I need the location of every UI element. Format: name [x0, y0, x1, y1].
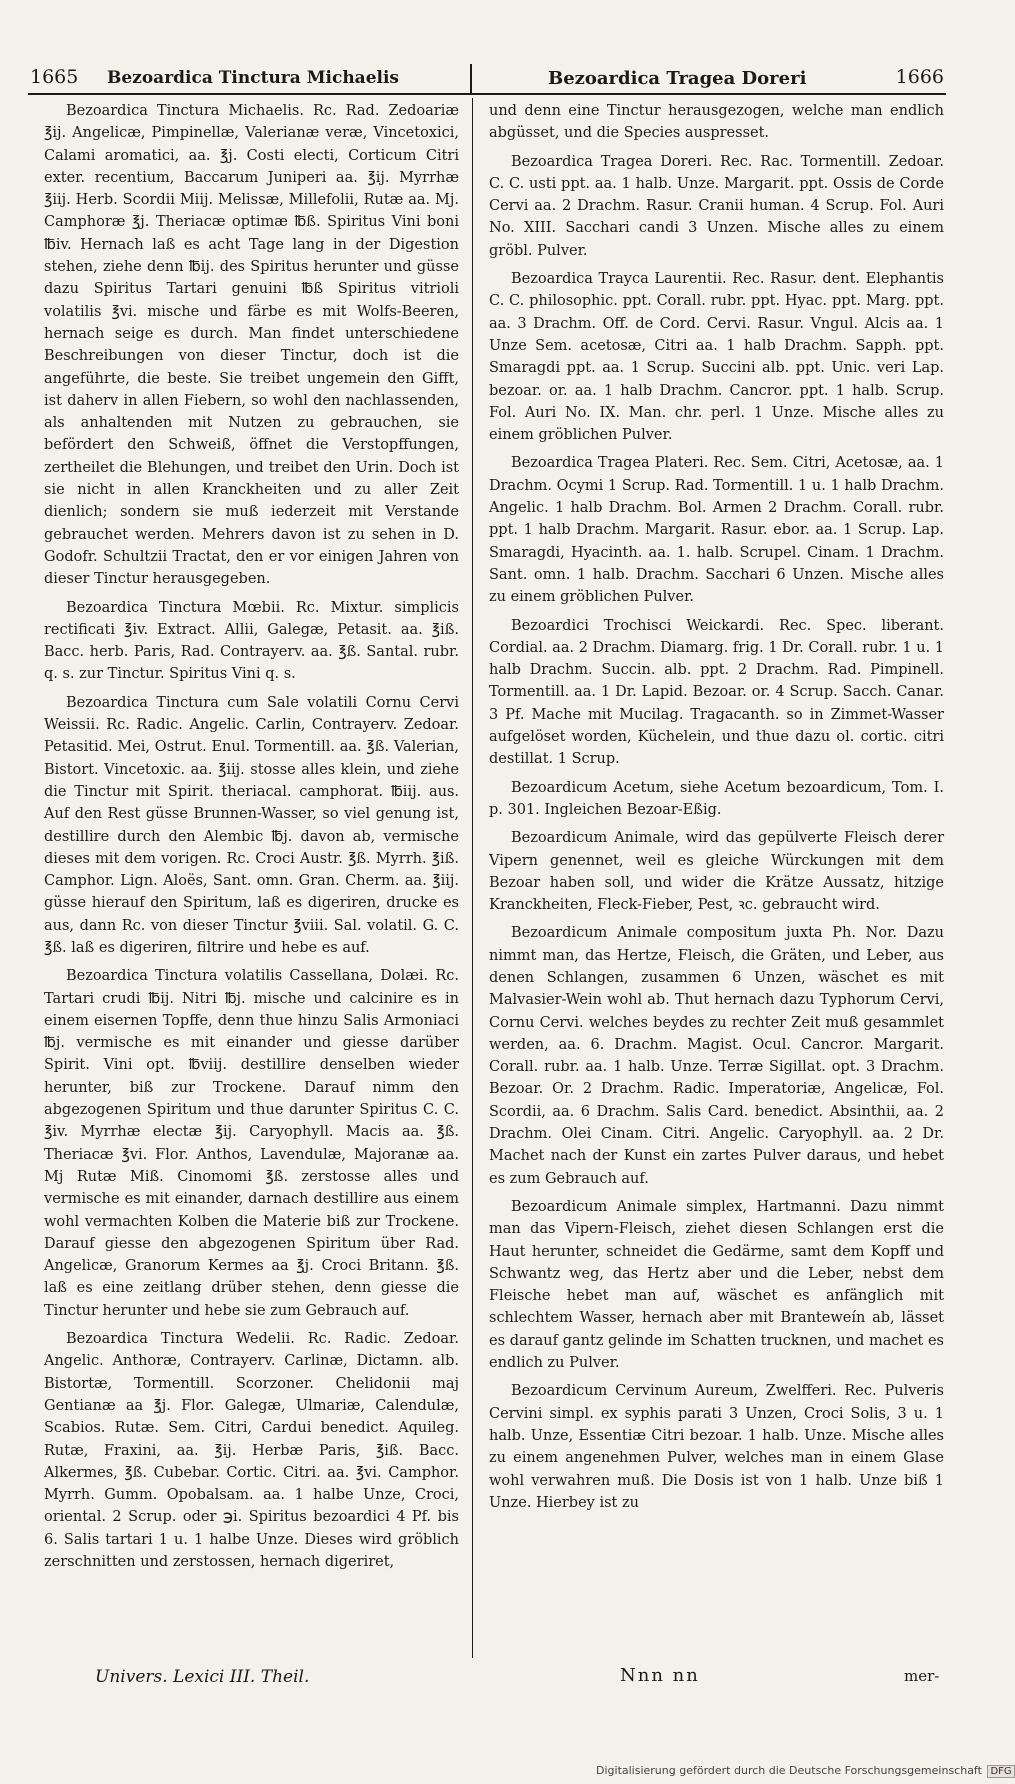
left-page-number: 1665 — [30, 66, 79, 88]
digitization-credit — [596, 1764, 1015, 1778]
entry-acetum: Bezoardicum Acetum, siehe Acetum bezoardicum, Tom. I. p. 301. Ingleichen Bezoar-Eßig. — [489, 779, 944, 818]
entry-tragea-doreri: Bezoardica Tragea Doreri. Rec. Rac. Tormentill. Zedoar. C. C. usti ppt. aa. 1 halb. Unze. Margarit. ppt. Ossis de Corde Cervi aa. 2 Drachm. Rasur. Cranii human. 4 Scrup. Fol. Auri No. XIII. Sacchari candi 3 Unzen. Mische alles zu einem gröbl. Pulver. — [489, 153, 944, 259]
entry-tinctura-michaelis: Bezoardica Tinctura Michaelis. Rc. Rad. Zedoariæ ℥ij. Angelicæ, Pimpinellæ, Valerianæ veræ, Vincetoxici, Calami aromatici, aa. ℥j. Costi electi, Corticum Citri exter. recentium, Baccarum Juniperi aa. ℥ij. Myrrhæ ℥iij. Herb. Scordii Miij. Melissæ, Millefolii, Rutæ aa. Mj. Camphoræ ℥j. Theriacæ optimæ ℔ß. Spiritus Vini boni ℔iv. Hernach laß es acht Tage lang in der Digestion stehen, ziehe denn ℔ij. des Spiritus herunter und güsse dazu Spiritus Tartari genuini ℔ß Spiritus vitrioli volatilis ℥vi. mische und färbe es mit Wolfs-Beeren, hernach seige es durch. Man findet unterschiedene Beschreibungen von dieser Tinctur, doch ist die angeführte, die beste. Sie treibet ungemein den Gifft, ist daherv in allen Fiebern, so wohl den nachlassenden, als anhaltenden mit Nutzen zu gebrauchen, sie befördert den Schweiß, öffnet die Verstopffungen, zertheilet die Blehungen, und treibet den Urin. Doch ist sie nicht in allen Kranckheiten und zu aller Zeit dienlich; sondern sie muß iederzeit mit Verstande gebrauchet werden. Mehrers davon ist zu sehen in D. Godofr. Schultzii Tractat, den er vor einigen Jahren von dieser Tinctur herausgegeben. — [44, 103, 459, 588]
entry-continuation: und denn eine Tinctur herausgezogen, welche man endlich abgüsset, und die Species auspresset. — [489, 103, 944, 142]
entry-tinctura-cassellana: Bezoardica Tinctura volatilis Cassellana, Dolæi. Rc. Tartari crudi ℔ij. Nitri ℔j. mische und calcinire es in einem eisernen Topffe, denn thue hinzu Salis Armoniaci ℔j. vermische es mit einander und giesse darüber Spirit. Vini opt. ℔viij. destillire denselben wieder herunter, biß zur Trockene. Darauf nimm den abgezogenen Spiritum und thue darunter Spiritus C. C. ℥iv. Myrrhæ electæ ℥ij. Caryophyll. Macis aa. ℥ß. Theriacæ ℥vi. Flor. Anthos, Lavendulæ, Majoranæ aa. Mj Rutæ Miß. Cinomomi ℥ß. zerstosse alles und vermische es mit einander, darnach destillire aus einem wohl vermachten Kolben die Materie biß zur Trockene. Darauf giesse den abgezogenen Spiritum über Rad. Angelicæ, Granorum Kermes aa ℥j. Croci Britann. ℥ß. laß es eine zeitlang drüber stehen, denn giesse die Tinctur herunter und hebe sie zum Gebrauch auf. — [44, 968, 459, 1319]
left-page-header — [22, 66, 427, 94]
entry-tragea-plateri: Bezoardica Tragea Plateri. Rec. Sem. Citri, Acetosæ, aa. 1 Drachm. Ocymi 1 Scrup. Rad. Tormentill. 1 u. 1 halb Drachm. Angelic. 1 halb Drachm. Bol. Armen 2 Drachm. Corall. rubr. ppt. 1 halb Drachm. Margarit. Rasur. ebor. aa. 1 Scrup. Lap. Smaragdi, Hyacinth. aa. 1. halb. Scrupel. Cinam. 1 Drachm. Sant. omn. 1 halb. Drachm. Sacchari 6 Unzen. Mische alles zu einem gröblichen Pulver. — [489, 455, 944, 606]
entry-animale-simplex: Bezoardicum Animale simplex, Hartmanni. Dazu nimmt man das Vipern-Fleisch, ziehet diesen Schlangen erst die Haut herunter, schneidet die Gedärme, samt dem Kopff und Schwantz weg, das Hertz aber und die Leber, nebst dem Fleische hebet man auf, wäschet es anfänglich mit schlechtem Wasser, hernach aber mit Branteweín ab, lässet es darauf gantz gelinde im Schatten trucknen, und machet es endlich zu Pulver. — [489, 1198, 944, 1372]
entry-animale: Bezoardicum Animale, wird das gepülverte Fleisch derer Vipern genennet, weil es gleiche Würckungen mit dem Bezoar haben soll, und wider die Krätze Aussatz, hitzige Kranckheiten, Fleck-Fieber, Pest, ꝛc. gebraucht wird. — [489, 830, 944, 914]
right-page-number: 1666 — [895, 66, 944, 88]
entry-trayca-laurentii: Bezoardica Trayca Laurentii. Rec. Rasur. dent. Elephantis C. C. philosophic. ppt. Corall. rubr. ppt. Hyac. ppt. Marg. ppt. aa. 3 Drachm. Off. de Cord. Cervi. Rasur. Vngul. Alcis aa. 1 Unze Sem. acetosæ, Citri aa. 1 halb Drachm. Sapph. ppt. Smaragdi ppt. aa. 1 Scrup. Succini alb. ppt. Unic. veri Lap. bezoar. or. aa. 1 halb Drachm. Cancror. ppt. 1 halb. Scrup. Fol. Auri No. IX. Man. chr. perl. 1 Unze. Mische alles zu einem gröblichen Pulver. — [489, 271, 944, 444]
header-rule — [28, 93, 946, 95]
digitization-text: Digitalisierung gefördert durch die Deutsche Forschungsgemeinschaft — [596, 1764, 982, 1777]
entry-tinctura-moebii: Bezoardica Tinctura Mœbii. Rc. Mixtur. simplicis rectificati ℥iv. Extract. Allii, Galegæ, Petasit. aa. ℥iß. Bacc. herb. Paris, Rad. Contrayerv. aa. ℥ß. Santal. rubr. q. s. zur Tinctur. Spiritus Vini q. s. — [44, 599, 459, 683]
left-column — [44, 100, 459, 1655]
dfg-logo: DFG — [987, 1765, 1014, 1778]
footer-signature: Nnn nn — [620, 1665, 700, 1686]
entry-trochisci-weickardi: Bezoardici Trochisci Weickardi. Rec. Spec. liberant. Cordial. aa. 2 Drachm. Diamarg. frig. 1 Dr. Corall. rubr. 1 u. 1 halb Drachm. Succin. alb. ppt. 2 Drachm. Rad. Pimpinell. Tormentill. aa. 1 Dr. Lapid. Bezoar. or. 4 Scrup. Sacch. Canar. 3 Pf. Mache mit Mucilag. Tragacanth. so in Zimmet-Wasser aufgelöset worden, Küchelein, und thue dazu ol. cortic. citri destillat. 1 Scrup. — [489, 617, 944, 768]
entry-cervinum-aureum: Bezoardicum Cervinum Aureum, Zwelfferi. Rec. Pulveris Cervini simpl. ex syphis parati 3 Unzen, Croci Solis, 3 u. 1 halb. Unze, Essentiæ Citri bezoar. 1 halb. Unze. Mische alles zu einem angenehmen Pulver, welches man in einem Glase wohl verwahren muß. Die Dosis ist von 1 halb. Unze biß 1 Unze. Hierbey ist zu — [489, 1383, 944, 1511]
left-running-title: Bezoardica Tinctura Michaelis — [107, 68, 400, 88]
header-divider — [470, 64, 472, 94]
entry-animale-compositum: Bezoardicum Animale compositum juxta Ph. Nor. Dazu nimmt man, das Hertze, Fleisch, die Gräten, und Leber, aus denen Schlangen, zusammen 6 Unzen, wäschet es mit Malvasier-Wein wohl ab. Thut hernach dazu Typhorum Cervi, Cornu Cervi. welches beydes zu rechter Zeit muß gesammlet werden, aa. 6. Drachm. Magist. Ocul. Cancror. Margarit. Corall. rubr. aa. 1 halb. Unze. Terræ Sigillat. opt. 3 Drachm. Bezoar. Or. 2 Drachm. Radic. Imperatoriæ, Angelicæ, Fol. Scordii, aa. 6 Drachm. Salis Card. benedict. Absinthii, aa. 2 Drachm. Olei Cinam. Citri. Angelic. Caryophyll. aa. 2 Dr. Machet nach der Kunst ein zartes Pulver daraus, und hebet es zum Gebrauch auf. — [489, 925, 944, 1187]
entry-tinctura-weissii: Bezoardica Tinctura cum Sale volatili Cornu Cervi Weissii. Rc. Radic. Angelic. Carlin, Contrayerv. Zedoar. Petasitid. Mei, Ostrut. Enul. Tormentill. aa. ℥ß. Valerian, Bistort. Vincetoxic. aa. ℥iij. stosse alles klein, und ziehe die Tinctur mit Spirit. theriacal. camphorat. ℔iij. aus. Auf den Rest güsse Brunnen-Wasser, so viel genung ist, destillire durch den Alembic ℔j. davon ab, vermische dieses mit dem vorigen. Rc. Croci Austr. ℥ß. Myrrh. ℥iß. Camphor. Lign. Aloës, Sant. omn. Gran. Cherm. aa. ℥iij. güsse hierauf den Spiritum, laß es digeriren, drucke es aus, dann Rc. von dieser Tinctur ℥viii. Sal. volatil. G. C. ℥ß. laß es digeriren, filtrire und hebe es auf. — [44, 694, 459, 956]
right-running-title: Bezoardica Tragea Doreri — [548, 68, 807, 89]
footer-catchword: mer- — [904, 1667, 940, 1685]
right-page-header — [478, 66, 944, 94]
right-column — [489, 100, 944, 1655]
footer-volume: Univers. Lexici III. Theil. — [95, 1667, 310, 1687]
entry-tinctura-wedelii: Bezoardica Tinctura Wedelii. Rc. Radic. Zedoar. Angelic. Anthoræ, Contrayerv. Carlinæ, Dictamn. alb. Bistortæ, Tormentill. Scorzoner. Chelidonii maj Gentianæ aa ℥j. Flor. Galegæ, Ulmariæ, Calendulæ, Scabios. Rutæ. Sem. Citri, Cardui benedict. Aquileg. Rutæ, Fraxini, aa. ℥ij. Herbæ Paris, ℥iß. Bacc. Alkermes, ℥ß. Cubebar. Cortic. Citri. aa. ℥vi. Camphor. Myrrh. Gumm. Opobalsam. aa. 1 halbe Unze, Croci, oriental. 2 Scrup. oder ℈i. Spiritus bezoardici 4 Pf. bis 6. Salis tartari 1 u. 1 halbe Unze. Dieses wird gröblich zerschnitten und zerstossen, hernach digeriret, — [44, 1331, 459, 1570]
column-divider — [472, 98, 473, 1658]
